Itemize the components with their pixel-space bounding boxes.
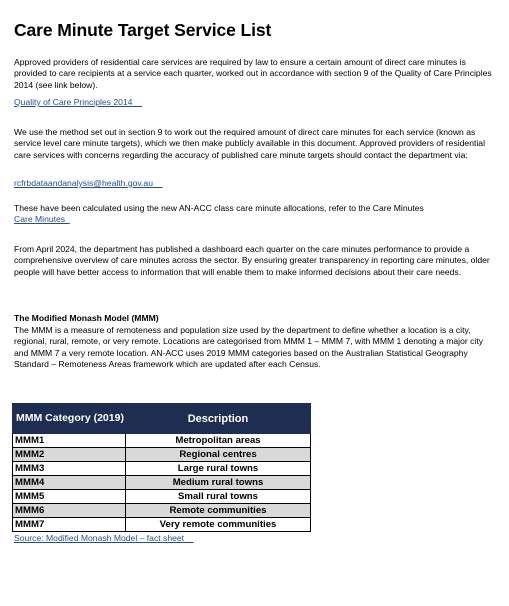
calculation-paragraph: These have been calculated using the new AN-ACC class care minute allocations, refer to the Care Minutes — [14, 203, 424, 213]
quality-of-care-principles-link[interactable]: Quality of Care Principles 2014 — [14, 97, 143, 107]
page-title: Care Minute Target Service List — [14, 20, 272, 40]
mmm-heading: The Modified Monash Model (MMM) — [14, 313, 159, 323]
table-row — [13, 518, 311, 532]
method-paragraph: We use the method set out in section 9 to work out the required amount of direct care minutes for each service (known as service level care minute targets), which we then make publicly available in this document. Approved providers of residential care services with concerns regarding the accuracy of published care minute targets should contact the department via: — [14, 127, 485, 160]
mmm-description-cell: Very remote communities — [126, 518, 311, 532]
table-row — [13, 462, 311, 476]
mmm-category-cell: MMM5 — [13, 490, 126, 504]
mmm-description-cell: Small rural towns — [126, 490, 311, 504]
mmm-category-cell: MMM6 — [13, 504, 126, 518]
mmm-category-cell: MMM7 — [13, 518, 126, 532]
mmm-fact-sheet-link[interactable]: Source: Modified Monash Model – fact sheet — [14, 533, 194, 543]
mmm-description-cell: Remote communities — [126, 504, 311, 518]
table-row — [13, 476, 311, 490]
mmm-category-cell: MMM1 — [13, 434, 126, 448]
mmm-paragraph: The MMM is a measure of remoteness and population size used by the department to define whether a location is a city, regional, rural, remote, or very remote. Locations are categorised from MMM 1 – MMM 7, with MMM 1 denoting a major city and MMM 7 a very remote location. AN-ACC uses 2019 MMM categories based on the Australian Statistical Geography Standard – Remoteness Areas framework which are updated after each Census. — [14, 325, 484, 369]
table-row — [13, 504, 311, 518]
mmm-category-cell: MMM3 — [13, 462, 126, 476]
table-row — [13, 434, 311, 448]
intro-paragraph: Approved providers of residential care services are required by law to ensure a certain amount of direct care minutes is provided to care recipients at a service each quarter, worked out in accordance with section 9 of the Quality of Care Principles 2014 (see link below). — [14, 57, 492, 90]
table-row — [13, 490, 311, 504]
mmm-category-cell: MMM4 — [13, 476, 126, 490]
mmm-category-cell: MMM2 — [13, 448, 126, 462]
mmm-description-cell: Metropolitan areas — [126, 434, 311, 448]
header-mmm-category: MMM Category (2019) — [13, 404, 126, 434]
contact-email-link[interactable]: rcfrbdataandanalysis@health.gov.au — [14, 178, 163, 188]
mmm-table-header — [13, 404, 311, 434]
mmm-table — [12, 403, 311, 532]
mmm-description-cell: Medium rural towns — [126, 476, 311, 490]
mmm-description-cell: Regional centres — [126, 448, 311, 462]
mmm-description-cell: Large rural towns — [126, 462, 311, 476]
header-description: Description — [126, 404, 311, 434]
dashboard-paragraph: From April 2024, the department has published a dashboard each quarter on the care minutes performance to provide a comprehensive overview of care minutes across the sector. By ensuring greater transparency in reporting care minutes, older people will have better access to information that will enable them to make informed decisions about their care needs. — [14, 244, 490, 277]
table-row — [13, 448, 311, 462]
care-minutes-link[interactable]: Care Minutes — [14, 214, 70, 224]
